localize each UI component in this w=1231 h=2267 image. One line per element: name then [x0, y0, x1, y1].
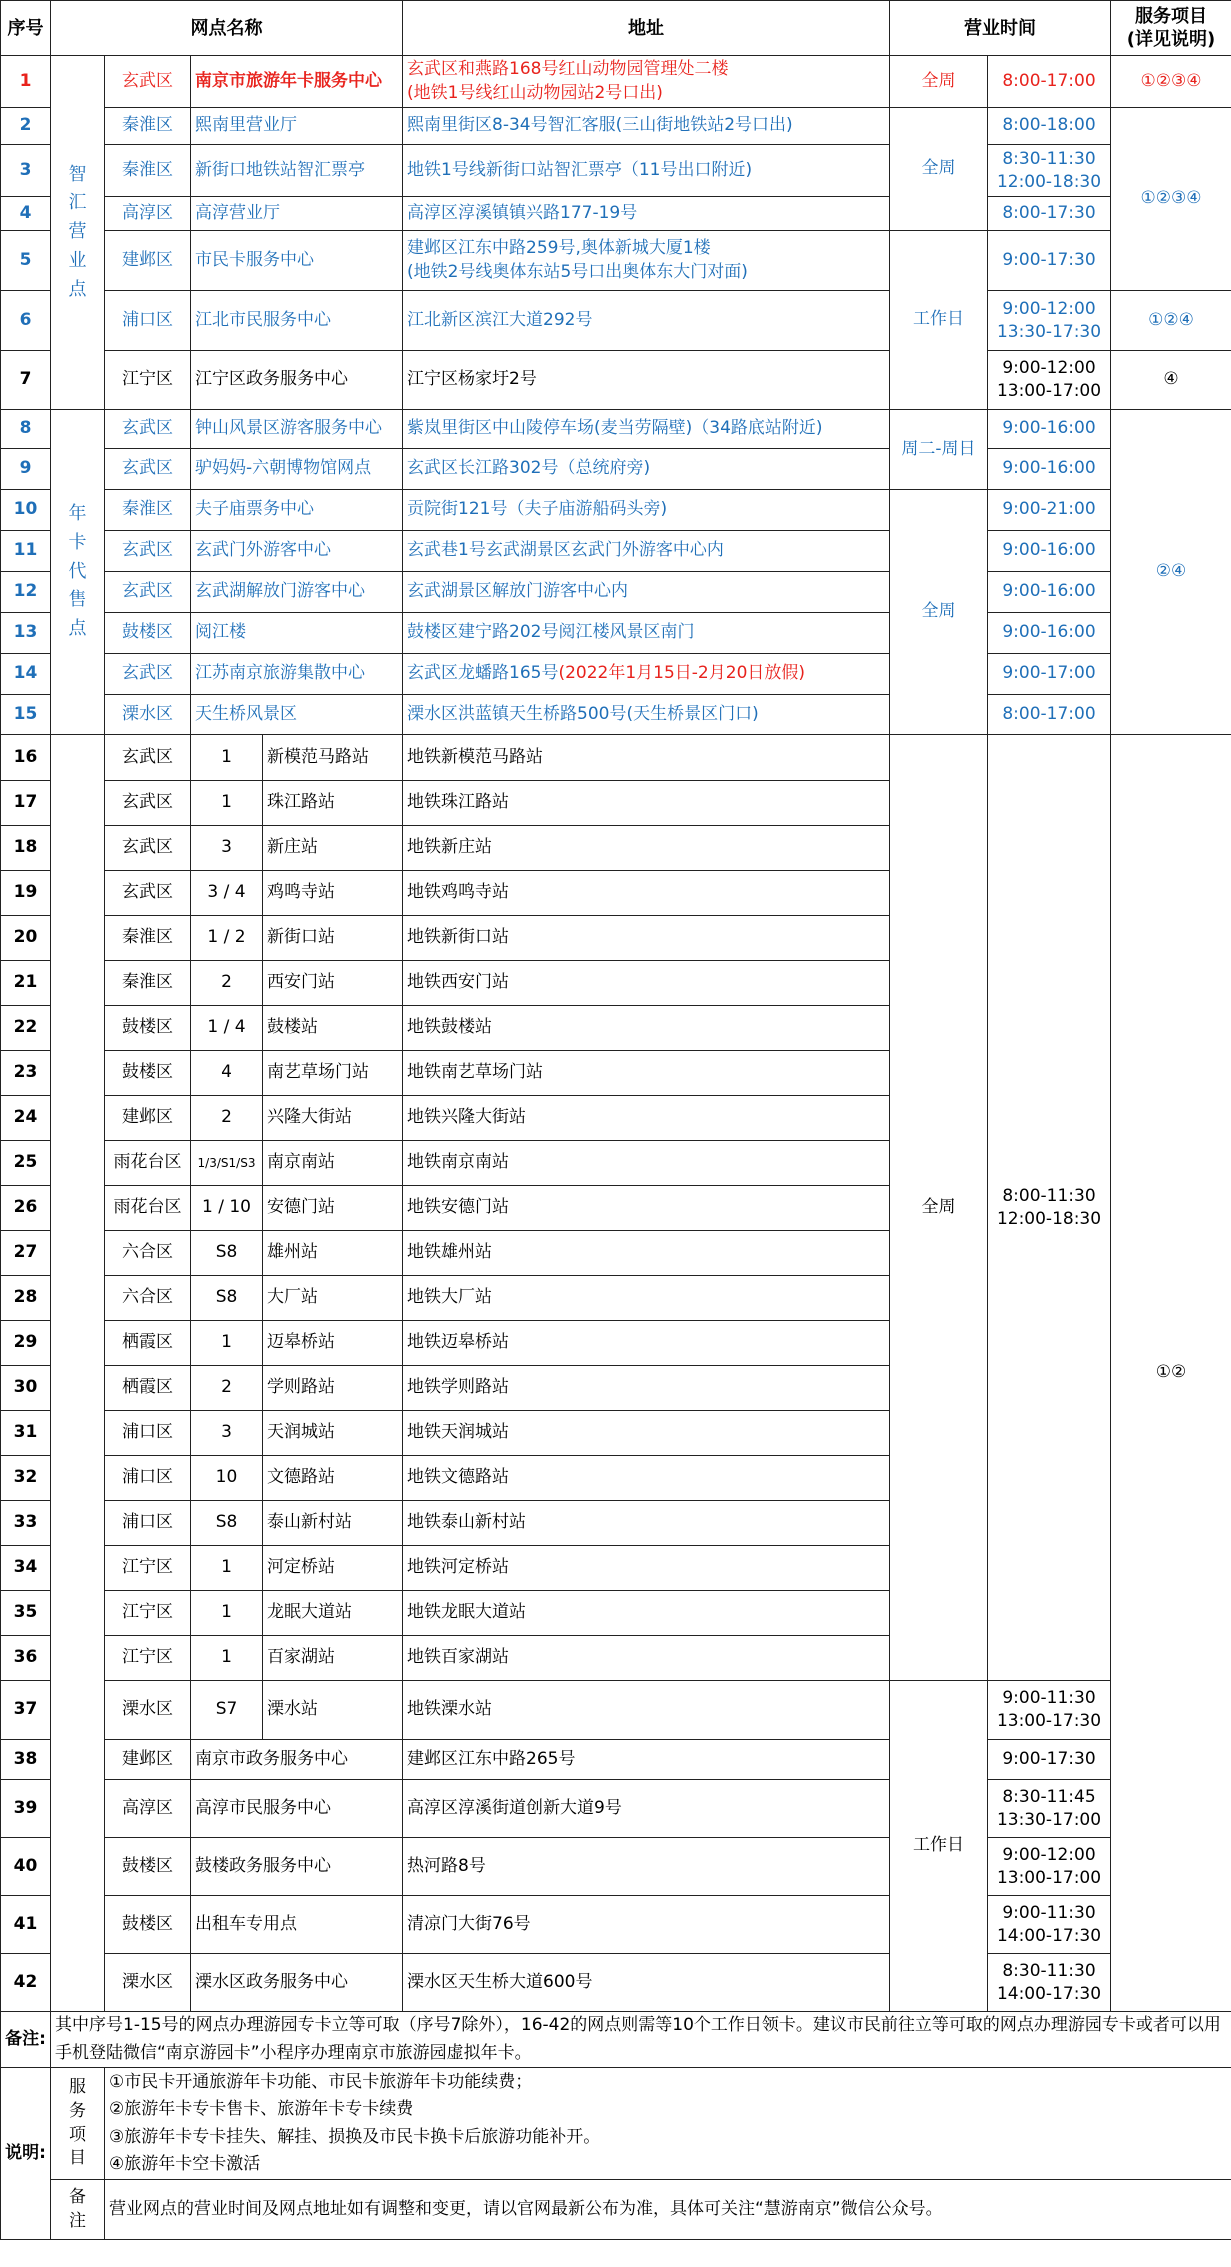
table-row: 23 鼓楼区 4 南艺草场门站 地铁南艺草场门站 — [1, 1051, 1231, 1096]
table-row: 10 秦淮区 夫子庙票务中心 贡院街121号（夫子庙游船码头旁) 全周 9:00-21:00 — [1, 490, 1231, 531]
table-row: 27 六合区 S8 雄州站 地铁雄州站 — [1, 1231, 1231, 1276]
group-zhihui: 智汇营业点 — [51, 56, 105, 410]
table-row: 17 玄武区 1 珠江路站 地铁珠江路站 — [1, 781, 1231, 826]
explain-label: 说明: — [1, 2068, 51, 2240]
group-empty — [51, 735, 105, 2012]
table-row: 37 溧水区 S7 溧水站 地铁溧水站 工作日 9:00-11:30 13:00-17:30 — [1, 1681, 1231, 1740]
table-row: 33 浦口区 S8 泰山新村站 地铁泰山新村站 — [1, 1501, 1231, 1546]
table-row: 31 浦口区 3 天润城站 地铁天润城站 — [1, 1411, 1231, 1456]
table-row: 15 溧水区 天生桥风景区 溧水区洪蓝镇天生桥路500号(天生桥景区门口) 8:00-17:00 — [1, 695, 1231, 735]
table-row: 5 建邺区 市民卡服务中心 建邺区江东中路259号,奥体新城大厦1楼 (地铁2号线奥体东站5号口出奥体东大门对面) 工作日 9:00-17:30 — [1, 231, 1231, 291]
table-row: 13 鼓楼区 阅江楼 鼓楼区建宁路202号阅江楼风景区南门 9:00-16:00 — [1, 613, 1231, 654]
table-row: 40 鼓楼区 鼓楼政务服务中心 热河路8号 9:00-12:00 13:00-17:00 — [1, 1838, 1231, 1896]
svc-label: 服务项目 — [51, 2068, 105, 2180]
note-row — [1, 2180, 1231, 2240]
group-nianka: 年卡代售点 — [51, 410, 105, 735]
table-row: 1 智汇营业点 玄武区 南京市旅游年卡服务中心 玄武区和燕路168号红山动物园管理处二楼 (地铁1号线红山动物园站2号口出) 全周 8:00-17:00 ①②③④ — [1, 56, 1231, 108]
table-row: 22 鼓楼区 1 / 4 鼓楼站 地铁鼓楼站 — [1, 1006, 1231, 1051]
table-row: 16 玄武区 1 新模范马路站 地铁新模范马路站 全周 8:00-11:30 12:00-18:30 ①② — [1, 735, 1231, 781]
table-row: 34 江宁区 1 河定桥站 地铁河定桥站 — [1, 1546, 1231, 1591]
header-service: 服务项目 (详见说明) — [1111, 1, 1231, 56]
table-row: 11 玄武区 玄武门外游客中心 玄武巷1号玄武湖景区玄武门外游客中心内 9:00-16:00 — [1, 531, 1231, 572]
table-row: 7 江宁区 江宁区政务服务中心 江宁区杨家圩2号 9:00-12:00 13:00-17:00 ④ — [1, 351, 1231, 410]
table-row: 18 玄武区 3 新庄站 地铁新庄站 — [1, 826, 1231, 871]
table-row: 28 六合区 S8 大厂站 地铁大厂站 — [1, 1276, 1231, 1321]
table-row: 8 年卡代售点 玄武区 钟山风景区游客服务中心 紫岚里街区中山陵停车场(麦当劳隔壁)（34路底站附近) 周二-周日 9:00-16:00 ②④ — [1, 410, 1231, 449]
table-row: 38 建邺区 南京市政务服务中心 建邺区江东中路265号 9:00-17:30 — [1, 1740, 1231, 1780]
table-row: 9 玄武区 驴妈妈-六朝博物馆网点 玄武区长江路302号（总统府旁) 9:00-16:00 — [1, 449, 1231, 490]
table-row: 19 玄武区 3 / 4 鸡鸣寺站 地铁鸡鸣寺站 — [1, 871, 1231, 916]
header-outlet: 网点名称 — [51, 1, 403, 56]
table-row: 39 高淳区 高淳市民服务中心 高淳区淳溪街道创新大道9号 8:30-11:45 13:30-17:00 — [1, 1780, 1231, 1838]
table-row: 29 栖霞区 1 迈皋桥站 地铁迈皋桥站 — [1, 1321, 1231, 1366]
table-row: 6 浦口区 江北市民服务中心 江北新区滨江大道292号 9:00-12:00 13:30-17:30 ①②④ — [1, 291, 1231, 351]
table-row: 3 秦淮区 新街口地铁站智汇票亭 地铁1号线新街口站智汇票亭（11号出口附近) 8:30-11:30 12:00-18:30 — [1, 145, 1231, 197]
table-row: 14 玄武区 江苏南京旅游集散中心 玄武区龙蟠路165号(2022年1月15日-2月20日放假) 9:00-17:00 — [1, 654, 1231, 695]
table-row: 20 秦淮区 1 / 2 新街口站 地铁新街口站 — [1, 916, 1231, 961]
table-row: 25 雨花台区 1/3/S1/S3 南京南站 地铁南京南站 — [1, 1141, 1231, 1186]
table-row: 26 雨花台区 1 / 10 安德门站 地铁安德门站 — [1, 1186, 1231, 1231]
note-text: 营业网点的营业时间及网点地址如有调整和变更，请以官网最新公布为准，具体可关注“慧游南京”微信公众号。 — [105, 2180, 1231, 2240]
table-row: 36 江宁区 1 百家湖站 地铁百家湖站 — [1, 1636, 1231, 1681]
remark-row — [1, 2012, 1231, 2068]
header-address: 地址 — [403, 1, 890, 56]
table-row: 4 高淳区 高淳营业厅 高淳区淳溪镇镇兴路177-19号 8:00-17:30 — [1, 197, 1231, 231]
remark-text: 其中序号1-15号的网点办理游园专卡立等可取（序号7除外），16-42的网点则需等10个工作日领卡。建议市民前往立等可取的网点办理游园专卡或者可以用手机登陆微信“南京游园卡”小程序办理南京市旅游园虚拟年卡。 — [51, 2012, 1231, 2068]
header-row — [1, 1, 1231, 56]
svc-list: ①市民卡开通旅游年卡功能、市民卡旅游年卡功能续费； ②旅游年卡专卡售卡、旅游年卡专卡续费 ③旅游年卡专卡挂失、解挂、损换及市民卡换卡后旅游功能补开。 ④旅游年卡空卡激活 — [105, 2068, 1231, 2180]
table-row: 41 鼓楼区 出租车专用点 清凉门大街76号 9:00-11:30 14:00-17:30 — [1, 1896, 1231, 1954]
table-row: 32 浦口区 10 文德路站 地铁文德路站 — [1, 1456, 1231, 1501]
table-row: 12 玄武区 玄武湖解放门游客中心 玄武湖景区解放门游客中心内 9:00-16:00 — [1, 572, 1231, 613]
remark-label: 备注: — [1, 2012, 51, 2068]
table-row: 30 栖霞区 2 学则路站 地铁学则路站 — [1, 1366, 1231, 1411]
explain-row — [1, 2068, 1231, 2180]
header-hours: 营业时间 — [890, 1, 1111, 56]
table-row: 24 建邺区 2 兴隆大街站 地铁兴隆大街站 — [1, 1096, 1231, 1141]
header-seq: 序号 — [1, 1, 51, 56]
table-row: 2 秦淮区 熙南里营业厅 熙南里街区8-34号智汇客服(三山街地铁站2号口出) 全周 8:00-18:00 ①②③④ — [1, 108, 1231, 145]
table-row: 35 江宁区 1 龙眠大道站 地铁龙眠大道站 — [1, 1591, 1231, 1636]
note-label: 备注 — [51, 2180, 105, 2240]
table-row: 42 溧水区 溧水区政务服务中心 溧水区天生桥大道600号 8:30-11:30 14:00-17:30 — [1, 1954, 1231, 2012]
table-row: 21 秦淮区 2 西安门站 地铁西安门站 — [1, 961, 1231, 1006]
